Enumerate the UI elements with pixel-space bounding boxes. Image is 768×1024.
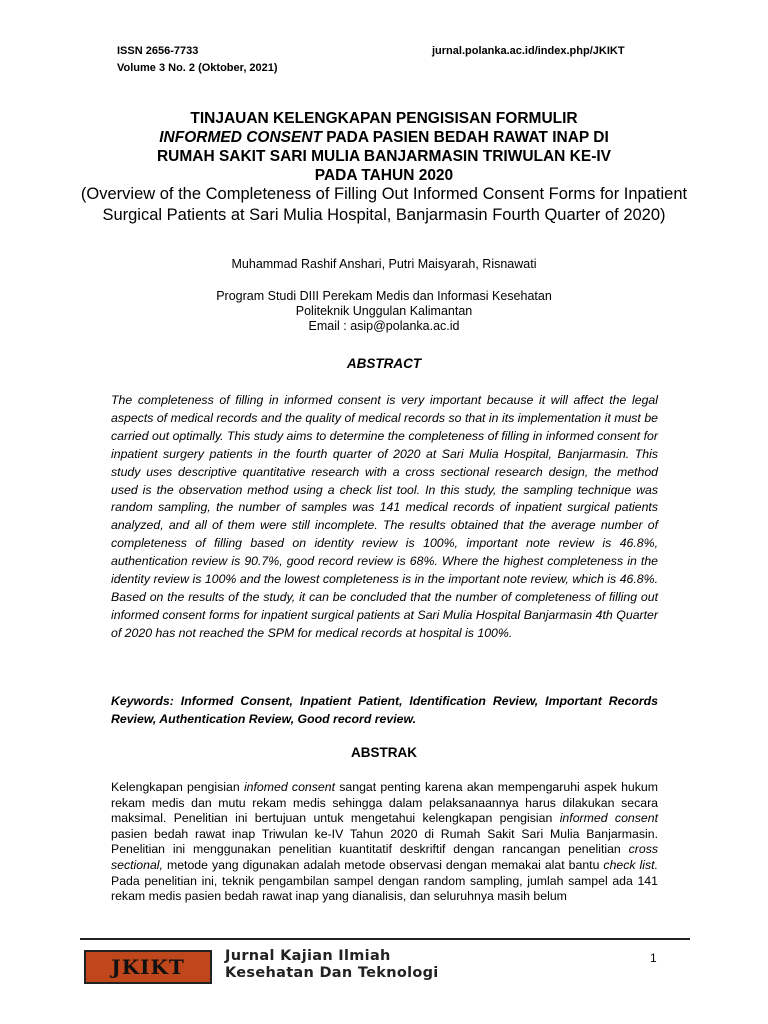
issn: ISSN 2656-7733: [117, 45, 199, 57]
abstrak-text-2: sangat penting karena akan mempengaruhi aspek hukum rekam medis dan mutu rekam medis sehingga dalam pelaksanaannya harus dilakukan secara maksimal. Penelitian ini bertujuan untuk mengetahui kelengkapan pengisian: [111, 780, 658, 826]
abstrak-term-1: infomed consent: [243, 780, 335, 794]
abstrak-text-1: Kelengkapan pengisian: [111, 780, 244, 794]
abstrak-text-4: metode yang digunakan adalah metode observasi dengan memakai alat bantu: [162, 857, 604, 872]
logo-text: JKIKT: [111, 955, 185, 979]
abstrak-body: [111, 780, 658, 905]
title-line-2: [80, 128, 688, 147]
journal-name-line-1: Jurnal Kajian Ilmiah: [225, 948, 391, 964]
title-italic-term: INFORMED CONSENT: [159, 129, 322, 146]
abstrak-term-2: informed consent: [559, 811, 658, 826]
journal-issue-info: [117, 43, 278, 77]
keywords: Keywords: Informed Consent, Inpatient Patient, Identification Review, Important Records Review, Authentication Review, Good record review.: [111, 694, 658, 726]
footer-divider: [80, 938, 690, 940]
english-subtitle: (Overview of the Completeness of Filling Out Informed Consent Forms for Inpatient Surgical Patients at Sari Mulia Hospital, Banjarmasin Fourth Quarter of 2020): [80, 185, 688, 224]
abstrak-term-3: cross sectional,: [111, 842, 658, 872]
abstract-body: The completeness of filling in informed consent is very important because it will affect the legal aspects of medical records and the quality of medical records so that in its implementation it must be carried out optimally. This study aims to determine the completeness of filling in informed consent for inpatient surgery patients in the fourth quarter of 2020 at Sari Mulia Hospital, Banjarmasin. This study uses descriptive quantitative research with a cross sectional research design, the method used is the observation method using a check list tool. In this study, the sampling technique was random sampling, the number of samples was 141 medical records of inpatient surgical patients analyzed, and all of them were still incomplete. The results obtained that the average number of completeness of filling based on identity review is 100%, important note review is 46.8%, authentication review is 90.7%, good record review is 68%. Where the highest completeness in the identity review is 100% and the lowest completeness is in the important note review, which is 46.8%. Based on the results of the study, it can be concluded that the number of completeness of filling out informed consent forms for inpatient surgical patients at Sari Mulia Hospital Banjarmasin 4th Quarter of 2020 has not reached the SPM for medical records at hospital is 100%.: [111, 393, 658, 640]
title-line-1: TINJAUAN KELENGKAPAN PENGISISAN FORMULIR: [190, 110, 578, 127]
abstrak-term-4: check list.: [603, 857, 658, 872]
study-program: Program Studi DIII Perekam Medis dan Informasi Kesehatan: [216, 289, 552, 303]
abstrak-heading: ABSTRAK: [351, 745, 417, 760]
abstract-heading: ABSTRACT: [346, 356, 422, 371]
affiliation: [80, 289, 688, 334]
abstrak-text-5: Pada penelitian ini, teknik pengambilan sampel dengan random sampling, jumlah sampel ada 141 rekam medis pasien bedah rawat inap yang dianalisis, dan seluruhnya masih belum: [111, 873, 658, 904]
title-line-2-rest: PADA PASIEN BEDAH RAWAT INAP DI: [321, 129, 609, 146]
journal-url[interactable]: jurnal.polanka.ac.id/index.php/JKIKT: [432, 45, 625, 57]
abstrak-text-3: pasien bedah rawat inap Triwulan ke-IV Tahun 2020 di Rumah Sakit Sari Mulia Banjarmasin. Penelitian ini menggunakan penelitian kuantitatif deskriftif dengan rancangan penelitian: [111, 826, 658, 857]
journal-name: [225, 948, 439, 982]
institution: Politeknik Unggulan Kalimantan: [295, 304, 473, 318]
journal-name-line-2: Kesehatan Dan Teknologi: [225, 965, 439, 981]
contact-email: Email : asip@polanka.ac.id: [308, 319, 460, 333]
page-number: 1: [650, 951, 657, 965]
volume: Volume 3 No. 2 (Oktober, 2021): [117, 62, 278, 74]
title-line-3: RUMAH SAKIT SARI MULIA BANJARMASIN TRIWULAN KE-IV: [156, 148, 612, 165]
paper-title: [80, 109, 688, 185]
journal-logo: [84, 950, 212, 984]
authors: Muhammad Rashif Anshari, Putri Maisyarah, Risnawati: [231, 257, 537, 271]
title-line-4: PADA TAHUN 2020: [314, 167, 454, 184]
